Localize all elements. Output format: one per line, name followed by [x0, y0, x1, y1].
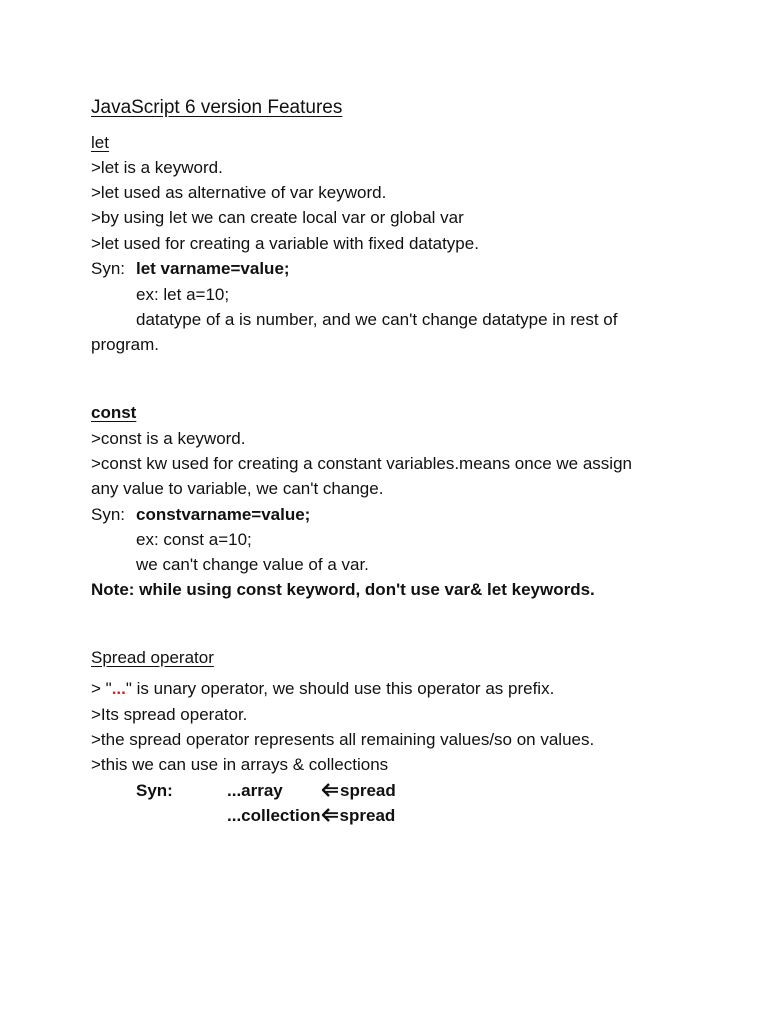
const-line-1: >const is a keyword. [91, 429, 246, 448]
spread-line-1-prefix: > " [91, 679, 112, 698]
spread-line-1-suffix: " is unary operator, we should use this operator as prefix. [125, 679, 555, 698]
spread-syn-1: ...array [227, 781, 283, 800]
const-explain: we can't change value of a var. [136, 555, 369, 574]
let-line-4: >let used for creating a variable with fixed datatype. [91, 234, 479, 253]
const-note: Note: while using const keyword, don't use var& let keywords. [91, 580, 595, 599]
spread-heading: Spread operator [91, 648, 214, 667]
const-line-3: any value to variable, we can't change. [91, 479, 384, 498]
left-arrow-icon [321, 808, 339, 822]
const-syn-code: constvarname=value; [136, 505, 311, 524]
let-syn-label: Syn: [91, 259, 126, 278]
const-syn-label: Syn: [91, 505, 126, 524]
spread-syn-2: ...collection [227, 806, 321, 825]
spread-syn-label: Syn: [136, 781, 173, 800]
spread-line-1 [91, 676, 554, 701]
spread-syn-1-tag-row [321, 778, 396, 803]
let-syn-code: let varname=value; [136, 259, 290, 278]
let-example: ex: let a=10; [136, 285, 230, 304]
spread-line-3: >the spread operator represents all remaining values/so on values. [91, 730, 595, 749]
let-line-2: >let used as alternative of var keyword. [91, 183, 387, 202]
const-line-2: >const kw used for creating a constant variables.means once we assign [91, 454, 632, 473]
spread-syn-2-row [227, 803, 395, 828]
const-example: ex: const a=10; [136, 530, 252, 549]
spread-line-4: >this we can use in arrays & collections [91, 755, 389, 774]
spread-line-2: >Its spread operator. [91, 705, 248, 724]
let-explain-2: program. [91, 335, 160, 354]
spread-syn-1-tag: spread [340, 781, 396, 800]
let-line-3: >by using let we can create local var or global var [91, 208, 464, 227]
page-title: JavaScript 6 version Features [91, 97, 343, 118]
const-heading: const [91, 403, 137, 422]
spread-syn-2-tag: spread [339, 806, 396, 825]
let-heading: let [91, 133, 109, 152]
left-arrow-icon [321, 783, 339, 797]
let-line-1: >let is a keyword. [91, 158, 223, 177]
spread-dots: ... [111, 679, 126, 698]
let-explain-1: datatype of a is number, and we can't change datatype in rest of [136, 310, 618, 329]
